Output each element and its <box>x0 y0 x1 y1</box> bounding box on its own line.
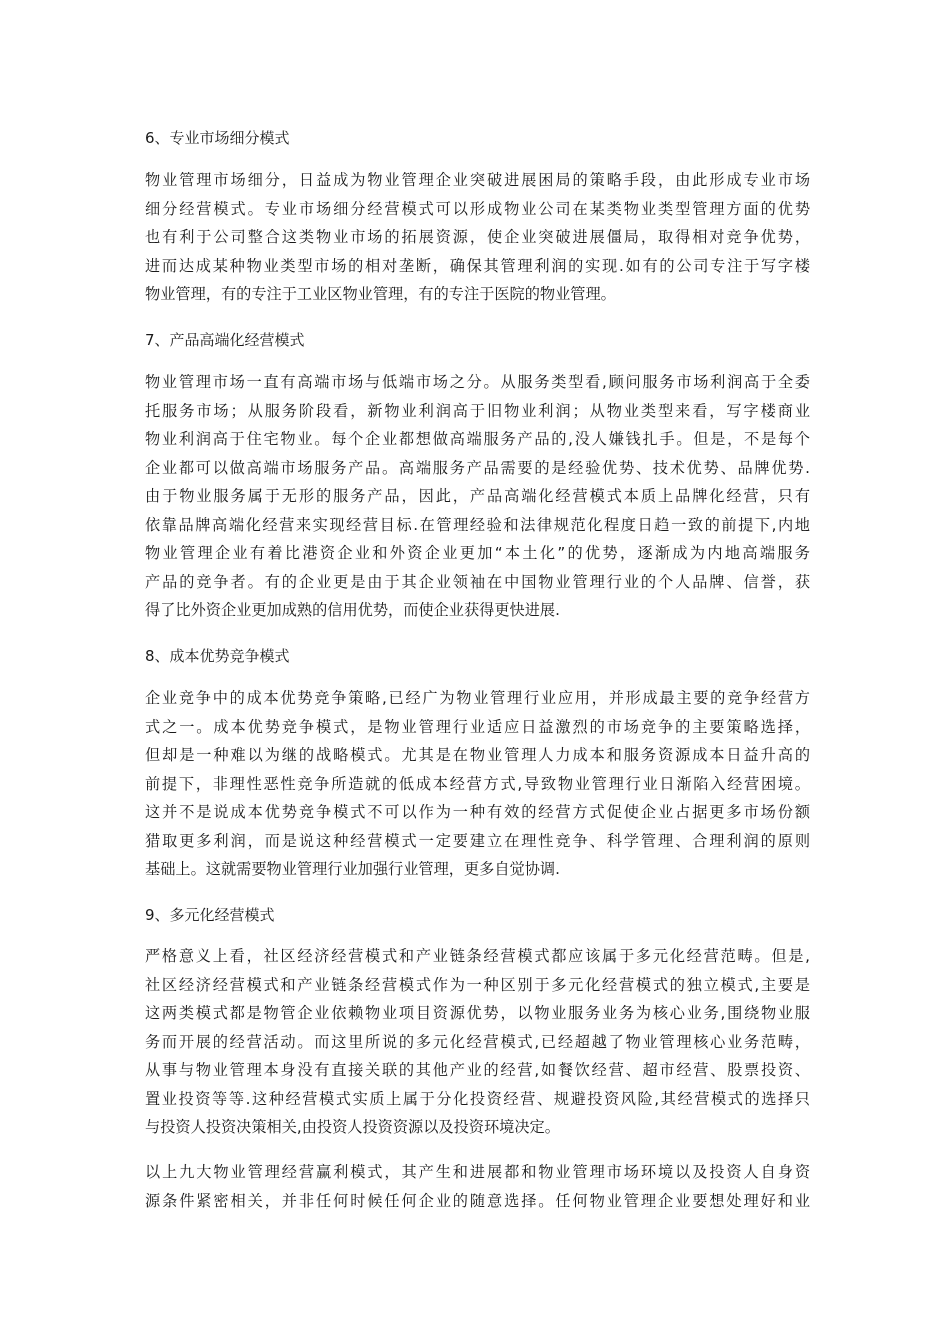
paragraph-line: 托服务市场；从服务阶段看，新物业利润高于旧物业利润；从物业类型来看，写字楼商业 <box>145 401 810 420</box>
paragraph-line: 式之一。成本优势竞争模式，是物业管理行业适应日益激烈的市场竞争的主要策略选择， <box>145 717 810 736</box>
paragraph-line: 猎取更多利润，而是说这种经营模式一定要建立在理性竞争、科学管理、合理利润的原则 <box>145 831 810 850</box>
paragraph-line: 物业利润高于住宅物业。每个企业都想做高端服务产品的,没人嫌钱扎手。但是，不是每个 <box>145 430 810 448</box>
paragraph-line: 从事与物业管理本身没有直接关联的其他产业的经营,如餐饮经营、超市经营、股票投资、 <box>145 1061 810 1079</box>
paragraph-line: 务而开展的经营活动。而这里所说的多元化经营模式,已经超越了物业管理核心业务范畴， <box>145 1032 810 1051</box>
paragraph-line: 物业管理，有的专注于工业区物业管理，有的专注于医院的物业管理。 <box>145 285 616 303</box>
closing-paragraph <box>145 1158 810 1215</box>
paragraph-line: 物业管理企业有着比港资企业和外资企业更加“本土化”的优势，逐渐成为内地高端服务 <box>145 544 810 562</box>
paragraph-line: 得了比外资企业更加成熟的信用优势，而使企业获得更快进展. <box>145 601 560 619</box>
paragraph-line: 物业管理市场细分，日益成为物业管理企业突破进展困局的策略手段，由此形成专业市场 <box>145 171 810 189</box>
section-9-heading: 9、多元化经营模式 <box>145 906 275 924</box>
section-6-heading: 6、专业市场细分模式 <box>145 129 290 147</box>
section-8-paragraph <box>145 684 810 884</box>
paragraph-line: 细分经营模式。专业市场细分经营模式可以形成物业公司在某类物业类型管理方面的优势 <box>145 199 810 218</box>
paragraph-line: 基础上。这就需要物业管理行业加强行业管理，更多自觉协调. <box>145 860 560 878</box>
paragraph-line: 置业投资等等.这种经营模式实质上属于分化投资经营、规避投资风险,其经营模式的选择只 <box>145 1089 810 1108</box>
paragraph-line: 企业竞争中的成本优势竞争策略,已经广为物业管理行业应用，并形成最主要的竞争经营方 <box>145 689 810 707</box>
paragraph-line: 但却是一种难以为继的战略模式。尤其是在物业管理人力成本和服务资源成本日益升高的 <box>145 746 810 764</box>
paragraph-line: 严格意义上看，社区经济经营模式和产业链条经营模式都应该属于多元化经营范畴。但是, <box>145 947 810 965</box>
paragraph-line: 这两类模式都是物管企业依赖物业项目资源优势，以物业服务业务为核心业务,围绕物业服 <box>145 1004 810 1022</box>
paragraph-line: 与投资人投资决策相关,由投资人投资资源以及投资环境决定。 <box>145 1118 560 1136</box>
paragraph-line: 物业管理市场一直有高端市场与低端市场之分。从服务类型看,顾问服务市场利润高于全委 <box>145 373 810 391</box>
section-7-heading: 7、产品高端化经营模式 <box>145 331 305 349</box>
section-6-paragraph <box>145 166 810 309</box>
section-7-paragraph <box>145 368 810 625</box>
section-9-paragraph <box>145 942 810 1142</box>
paragraph-line: 由于物业服务属于无形的服务产品，因此，产品高端化经营模式本质上品牌化经营，只有 <box>145 487 810 505</box>
paragraph-line: 社区经济经营模式和产业链条经营模式作为一种区别于多元化经营模式的独立模式,主要是 <box>145 975 810 994</box>
paragraph-line: 依靠品牌高端化经营来实现经营目标.在管理经验和法律规范化程度日趋一致的前提下,内地 <box>145 515 810 534</box>
paragraph-line: 前提下，非理性恶性竞争所造就的低成本经营方式,导致物业管理行业日渐陷入经营困境。 <box>145 774 810 793</box>
paragraph-line: 也有利于公司整合这类物业市场的拓展资源，使企业突破进展僵局，取得相对竞争优势， <box>145 228 810 246</box>
paragraph-line: 企业都可以做高端市场服务产品。高端服务产品需要的是经验优势、技术优势、品牌优势. <box>145 458 810 477</box>
paragraph-line: 源条件紧密相关，并非任何时候任何企业的随意选择。任何物业管理企业要想处理好和业 <box>145 1191 810 1210</box>
paragraph-line: 以上九大物业管理经营赢利模式，其产生和进展都和物业管理市场环境以及投资人自身资 <box>145 1163 810 1181</box>
paragraph-line: 进而达成某种物业类型市场的相对垄断，确保其管理利润的实现.如有的公司专注于写字楼 <box>145 256 810 275</box>
section-8-heading: 8、成本优势竞争模式 <box>145 647 290 665</box>
paragraph-line: 产品的竞争者。有的企业更是由于其企业领袖在中国物业管理行业的个人品牌、信誉，获 <box>145 572 810 591</box>
paragraph-line: 这并不是说成本优势竞争模式不可以作为一种有效的经营方式促使企业占据更多市场份额 <box>145 803 810 821</box>
